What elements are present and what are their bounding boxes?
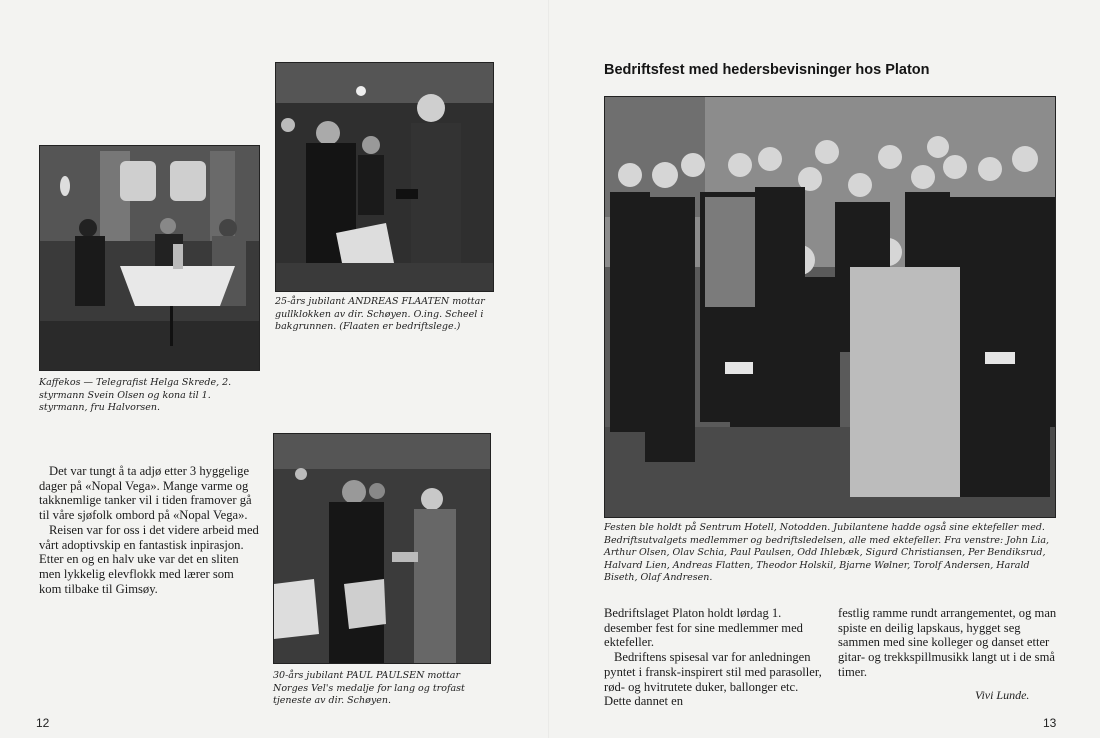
left-article <box>39 464 259 596</box>
page-fold <box>548 0 550 738</box>
right-article-col1 <box>604 606 828 709</box>
flaaten-caption: 25-års jubilant ANDREAS FLAATEN mottar gullklokken av dir. Schøyen. O.ing. Scheel i bakgrunnen. (Flaaten er bedriftslege.) <box>275 296 485 332</box>
author-signature: Vivi Lunde. <box>975 688 1030 702</box>
page-number-left: 12 <box>36 716 50 730</box>
flaaten-award-photo <box>275 62 494 292</box>
group-caption: Festen ble holdt på Sentrum Hotell, Notodden. Jubilantene hadde også sine ektefeller med. Bedriftsutvalgets medlemmer og bedriftsledelsen, alle med ektefeller. Fra venstre: John Lia, Arthur Olsen, Olav Schia, Paul Paulsen, Odd Ihlebæk, Sigurd Christiansen, Per Bendiksrud, Halvard Lien, Andreas Flatten, Theodor Holskil, Bjarne Wølner, Torolf Andersen, Harald Biseth, Olaf Andresen. <box>604 522 1050 583</box>
coffee-photo <box>39 145 260 371</box>
right-paragraph-3: festlig ramme rundt arrangementet, og man spiste en deilig lapskaus, hygget seg sammen med sine kolleger og danset etter gitar- og trekkspillmusikk langt ut i de små timer. <box>838 606 1057 679</box>
paulsen-medal-photo <box>273 433 491 664</box>
right-article-col2 <box>838 606 1060 680</box>
left-paragraph-2: Reisen var for oss i det videre arbeid med vårt adoptivskip en fantastisk inpirasjon. Etter en og en halv uke var det en sliten men lykkelig elevflokk med lærer som kom tilbake til Gimsøy. <box>39 522 259 596</box>
right-paragraph-1: Bedriftslaget Platon holdt lørdag 1. desember fest for sine medlemmer med ektefeller. <box>604 606 803 650</box>
paulsen-caption: 30-års jubilant PAUL PAULSEN mottar Norges Vel's medalje for lang og trofast tjeneste av dir. Schøyen. <box>273 670 465 706</box>
left-paragraph-1: Det var tungt å ta adjø etter 3 hyggelige dager på «Nopal Vega». Mange varme og takknemlige tanker vil i tiden framover gå til våre sjøfolk ombord på «Nopal Vega». <box>39 464 252 523</box>
coffee-caption: Kaffekos — Telegrafist Helga Skrede, 2. styrmann Svein Olsen og kona til 1. styrmann, fru Halvorsen. <box>39 377 232 413</box>
right-paragraph-2: Bedriftens spisesal var for anledningen pyntet i fransk-inspirert stil med parasoller, rød- og hvitrutete duker, ballonger etc. Dette dannet en <box>604 650 822 709</box>
group-photo <box>604 96 1056 518</box>
page-number-right: 13 <box>1043 716 1057 730</box>
article-heading: Bedriftsfest med hedersbevisninger hos Platon <box>604 62 930 78</box>
